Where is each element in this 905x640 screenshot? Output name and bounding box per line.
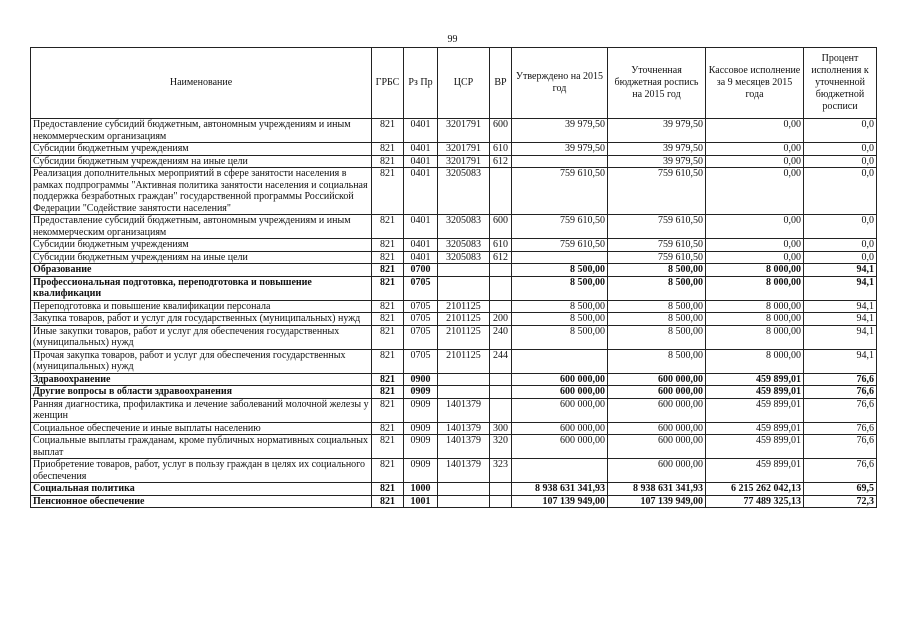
cell-vr: 200 bbox=[490, 313, 512, 326]
cell-cash: 6 215 262 042,13 bbox=[706, 483, 804, 496]
cell-percent: 72,3 bbox=[804, 495, 877, 508]
cell-csr: 1401379 bbox=[438, 435, 490, 459]
table-body bbox=[31, 119, 877, 508]
cell-rzpr: 0401 bbox=[404, 251, 438, 264]
table-row bbox=[31, 373, 877, 386]
cell-rzpr: 0401 bbox=[404, 215, 438, 239]
cell-refined: 600 000,00 bbox=[608, 435, 706, 459]
cell-grbs: 821 bbox=[372, 215, 404, 239]
table-row bbox=[31, 386, 877, 399]
header-name: Наименование bbox=[31, 48, 372, 119]
cell-cash: 8 000,00 bbox=[706, 300, 804, 313]
page-number: 99 bbox=[447, 34, 458, 45]
cell-percent: 0,0 bbox=[804, 119, 877, 143]
cell-grbs: 821 bbox=[372, 119, 404, 143]
cell-rzpr: 0909 bbox=[404, 386, 438, 399]
cell-rzpr: 0401 bbox=[404, 143, 438, 156]
cell-approved: 39 979,50 bbox=[512, 119, 608, 143]
cell-cash: 0,00 bbox=[706, 251, 804, 264]
header-percent: Процент исполнения к уточненной бюджетной росписи bbox=[804, 48, 877, 119]
table-row bbox=[31, 313, 877, 326]
cell-percent: 94,1 bbox=[804, 313, 877, 326]
cell-grbs: 821 bbox=[372, 251, 404, 264]
cell-rzpr: 0401 bbox=[404, 239, 438, 252]
header-rzpr: Рз Пр bbox=[404, 48, 438, 119]
cell-cash: 0,00 bbox=[706, 215, 804, 239]
cell-approved bbox=[512, 459, 608, 483]
cell-cash: 459 899,01 bbox=[706, 373, 804, 386]
cell-rzpr: 1000 bbox=[404, 483, 438, 496]
cell-cash: 0,00 bbox=[706, 143, 804, 156]
cell-csr: 2101125 bbox=[438, 349, 490, 373]
cell-refined: 39 979,50 bbox=[608, 143, 706, 156]
table-row bbox=[31, 168, 877, 215]
cell-vr bbox=[490, 386, 512, 399]
table-row bbox=[31, 422, 877, 435]
cell-refined: 600 000,00 bbox=[608, 422, 706, 435]
table-row bbox=[31, 215, 877, 239]
cell-grbs: 821 bbox=[372, 483, 404, 496]
cell-name: Социальное обеспечение и иные выплаты населению bbox=[31, 422, 372, 435]
cell-cash: 8 000,00 bbox=[706, 276, 804, 300]
cell-refined: 600 000,00 bbox=[608, 398, 706, 422]
cell-csr: 3201791 bbox=[438, 155, 490, 168]
cell-approved: 600 000,00 bbox=[512, 386, 608, 399]
cell-grbs: 821 bbox=[372, 300, 404, 313]
header-grbs: ГРБС bbox=[372, 48, 404, 119]
cell-percent: 0,0 bbox=[804, 251, 877, 264]
cell-vr: 240 bbox=[490, 325, 512, 349]
cell-rzpr: 0705 bbox=[404, 313, 438, 326]
cell-name: Субсидии бюджетным учреждениям на иные цели bbox=[31, 155, 372, 168]
cell-grbs: 821 bbox=[372, 276, 404, 300]
cell-approved: 8 500,00 bbox=[512, 325, 608, 349]
cell-cash: 0,00 bbox=[706, 239, 804, 252]
cell-refined: 8 500,00 bbox=[608, 349, 706, 373]
cell-approved: 759 610,50 bbox=[512, 239, 608, 252]
cell-csr: 3201791 bbox=[438, 143, 490, 156]
cell-cash: 8 000,00 bbox=[706, 264, 804, 277]
cell-cash: 8 000,00 bbox=[706, 349, 804, 373]
header-vr: ВР bbox=[490, 48, 512, 119]
header-approved: Утверждено на 2015 год bbox=[512, 48, 608, 119]
cell-refined: 8 500,00 bbox=[608, 300, 706, 313]
cell-refined: 8 500,00 bbox=[608, 276, 706, 300]
cell-refined: 600 000,00 bbox=[608, 373, 706, 386]
cell-approved: 8 500,00 bbox=[512, 276, 608, 300]
cell-percent: 94,1 bbox=[804, 349, 877, 373]
cell-name: Профессиональная подготовка, переподготовка и повышение квалификации bbox=[31, 276, 372, 300]
header-cash: Кассовое исполнение за 9 месяцев 2015 года bbox=[706, 48, 804, 119]
cell-grbs: 821 bbox=[372, 239, 404, 252]
cell-vr bbox=[490, 398, 512, 422]
cell-approved: 39 979,50 bbox=[512, 143, 608, 156]
cell-refined: 8 500,00 bbox=[608, 313, 706, 326]
cell-cash: 0,00 bbox=[706, 119, 804, 143]
cell-approved: 8 500,00 bbox=[512, 300, 608, 313]
cell-grbs: 821 bbox=[372, 349, 404, 373]
cell-rzpr: 0705 bbox=[404, 300, 438, 313]
cell-refined: 107 139 949,00 bbox=[608, 495, 706, 508]
cell-refined: 600 000,00 bbox=[608, 459, 706, 483]
table-row bbox=[31, 143, 877, 156]
header-refined: Уточненная бюджетная роспись на 2015 год bbox=[608, 48, 706, 119]
cell-approved: 107 139 949,00 bbox=[512, 495, 608, 508]
cell-grbs: 821 bbox=[372, 373, 404, 386]
cell-csr bbox=[438, 386, 490, 399]
cell-cash: 459 899,01 bbox=[706, 459, 804, 483]
cell-vr bbox=[490, 373, 512, 386]
cell-name: Иные закупки товаров, работ и услуг для обеспечения государственных (муниципальных) нужд bbox=[31, 325, 372, 349]
cell-cash: 8 000,00 bbox=[706, 325, 804, 349]
cell-approved bbox=[512, 349, 608, 373]
table-row bbox=[31, 264, 877, 277]
cell-vr bbox=[490, 168, 512, 215]
cell-name: Предоставление субсидий бюджетным, автономным учреждениям и иным некоммерческим организациям bbox=[31, 119, 372, 143]
cell-percent: 0,0 bbox=[804, 143, 877, 156]
cell-grbs: 821 bbox=[372, 325, 404, 349]
cell-cash: 8 000,00 bbox=[706, 313, 804, 326]
cell-refined: 759 610,50 bbox=[608, 168, 706, 215]
cell-vr: 300 bbox=[490, 422, 512, 435]
cell-cash: 459 899,01 bbox=[706, 435, 804, 459]
cell-csr: 1401379 bbox=[438, 459, 490, 483]
cell-rzpr: 0401 bbox=[404, 155, 438, 168]
table-row bbox=[31, 398, 877, 422]
cell-name: Закупка товаров, работ и услуг для государственных (муниципальных) нужд bbox=[31, 313, 372, 326]
cell-grbs: 821 bbox=[372, 168, 404, 215]
cell-csr: 2101125 bbox=[438, 325, 490, 349]
cell-grbs: 821 bbox=[372, 386, 404, 399]
cell-vr: 612 bbox=[490, 251, 512, 264]
cell-name: Образование bbox=[31, 264, 372, 277]
cell-cash: 0,00 bbox=[706, 155, 804, 168]
cell-percent: 0,0 bbox=[804, 215, 877, 239]
cell-rzpr: 0909 bbox=[404, 422, 438, 435]
cell-grbs: 821 bbox=[372, 459, 404, 483]
cell-grbs: 821 bbox=[372, 313, 404, 326]
cell-name: Субсидии бюджетным учреждениям bbox=[31, 143, 372, 156]
table-row bbox=[31, 239, 877, 252]
cell-percent: 69,5 bbox=[804, 483, 877, 496]
cell-percent: 94,1 bbox=[804, 325, 877, 349]
cell-name: Социальные выплаты гражданам, кроме публичных нормативных социальных выплат bbox=[31, 435, 372, 459]
cell-vr: 600 bbox=[490, 119, 512, 143]
cell-vr: 612 bbox=[490, 155, 512, 168]
cell-cash: 459 899,01 bbox=[706, 398, 804, 422]
cell-grbs: 821 bbox=[372, 422, 404, 435]
table-row bbox=[31, 325, 877, 349]
cell-rzpr: 0705 bbox=[404, 325, 438, 349]
cell-csr bbox=[438, 483, 490, 496]
cell-vr: 320 bbox=[490, 435, 512, 459]
cell-cash: 459 899,01 bbox=[706, 386, 804, 399]
cell-cash: 0,00 bbox=[706, 168, 804, 215]
cell-approved: 759 610,50 bbox=[512, 215, 608, 239]
table-row bbox=[31, 435, 877, 459]
cell-approved: 8 500,00 bbox=[512, 313, 608, 326]
cell-csr bbox=[438, 495, 490, 508]
table-row bbox=[31, 459, 877, 483]
table-row bbox=[31, 495, 877, 508]
cell-refined: 39 979,50 bbox=[608, 155, 706, 168]
table-row bbox=[31, 119, 877, 143]
cell-name: Ранняя диагностика, профилактика и лечение заболеваний молочной железы у женщин bbox=[31, 398, 372, 422]
cell-grbs: 821 bbox=[372, 264, 404, 277]
cell-percent: 76,6 bbox=[804, 386, 877, 399]
cell-vr: 600 bbox=[490, 215, 512, 239]
cell-name: Пенсионное обеспечение bbox=[31, 495, 372, 508]
cell-approved: 600 000,00 bbox=[512, 398, 608, 422]
cell-csr: 3205083 bbox=[438, 215, 490, 239]
cell-csr: 3205083 bbox=[438, 251, 490, 264]
table-row bbox=[31, 276, 877, 300]
cell-refined: 759 610,50 bbox=[608, 239, 706, 252]
header-csr: ЦСР bbox=[438, 48, 490, 119]
cell-grbs: 821 bbox=[372, 495, 404, 508]
cell-rzpr: 0909 bbox=[404, 435, 438, 459]
cell-approved: 759 610,50 bbox=[512, 168, 608, 215]
cell-rzpr: 0909 bbox=[404, 398, 438, 422]
cell-name: Социальная политика bbox=[31, 483, 372, 496]
cell-csr: 3201791 bbox=[438, 119, 490, 143]
cell-percent: 0,0 bbox=[804, 168, 877, 215]
budget-execution-table bbox=[30, 47, 877, 508]
cell-approved bbox=[512, 155, 608, 168]
cell-csr bbox=[438, 276, 490, 300]
cell-percent: 0,0 bbox=[804, 155, 877, 168]
cell-approved: 600 000,00 bbox=[512, 373, 608, 386]
cell-name: Реализация дополнительных мероприятий в сфере занятости населения в рамках подпрограммы "Активная политика занятости населения и социальная поддержка безработных граждан" государственной программы Российской Федерации "Содействие занятости населения" bbox=[31, 168, 372, 215]
cell-refined: 8 938 631 341,93 bbox=[608, 483, 706, 496]
cell-rzpr: 0401 bbox=[404, 168, 438, 215]
cell-name: Приобретение товаров, работ, услуг в пользу граждан в целях их социального обеспечения bbox=[31, 459, 372, 483]
cell-rzpr: 0705 bbox=[404, 276, 438, 300]
cell-refined: 759 610,50 bbox=[608, 215, 706, 239]
cell-percent: 76,6 bbox=[804, 373, 877, 386]
cell-percent: 76,6 bbox=[804, 398, 877, 422]
cell-refined: 8 500,00 bbox=[608, 264, 706, 277]
table-header-row bbox=[31, 48, 877, 119]
cell-rzpr: 0900 bbox=[404, 373, 438, 386]
cell-csr: 3205083 bbox=[438, 239, 490, 252]
cell-grbs: 821 bbox=[372, 143, 404, 156]
cell-percent: 94,1 bbox=[804, 264, 877, 277]
cell-approved bbox=[512, 251, 608, 264]
cell-vr: 610 bbox=[490, 143, 512, 156]
cell-percent: 76,6 bbox=[804, 422, 877, 435]
cell-grbs: 821 bbox=[372, 435, 404, 459]
cell-name: Предоставление субсидий бюджетным, автономным учреждениям и иным некоммерческим организациям bbox=[31, 215, 372, 239]
cell-csr: 3205083 bbox=[438, 168, 490, 215]
cell-name: Здравоохранение bbox=[31, 373, 372, 386]
cell-percent: 76,6 bbox=[804, 459, 877, 483]
cell-vr bbox=[490, 276, 512, 300]
cell-csr: 1401379 bbox=[438, 398, 490, 422]
cell-csr bbox=[438, 373, 490, 386]
cell-refined: 759 610,50 bbox=[608, 251, 706, 264]
cell-percent: 0,0 bbox=[804, 239, 877, 252]
cell-approved: 8 938 631 341,93 bbox=[512, 483, 608, 496]
cell-name: Другие вопросы в области здравоохранения bbox=[31, 386, 372, 399]
cell-cash: 77 489 325,13 bbox=[706, 495, 804, 508]
cell-refined: 600 000,00 bbox=[608, 386, 706, 399]
cell-name: Субсидии бюджетным учреждениям на иные цели bbox=[31, 251, 372, 264]
cell-refined: 39 979,50 bbox=[608, 119, 706, 143]
cell-name: Субсидии бюджетным учреждениям bbox=[31, 239, 372, 252]
cell-rzpr: 0401 bbox=[404, 119, 438, 143]
table-row bbox=[31, 300, 877, 313]
cell-vr bbox=[490, 264, 512, 277]
cell-vr bbox=[490, 300, 512, 313]
cell-name: Прочая закупка товаров, работ и услуг для обеспечения государственных (муниципальных) нужд bbox=[31, 349, 372, 373]
cell-vr bbox=[490, 483, 512, 496]
cell-approved: 8 500,00 bbox=[512, 264, 608, 277]
cell-rzpr: 0909 bbox=[404, 459, 438, 483]
cell-vr bbox=[490, 495, 512, 508]
cell-csr: 2101125 bbox=[438, 313, 490, 326]
cell-percent: 94,1 bbox=[804, 300, 877, 313]
cell-vr: 244 bbox=[490, 349, 512, 373]
cell-grbs: 821 bbox=[372, 155, 404, 168]
cell-grbs: 821 bbox=[372, 398, 404, 422]
table-row bbox=[31, 349, 877, 373]
cell-vr: 610 bbox=[490, 239, 512, 252]
cell-csr: 2101125 bbox=[438, 300, 490, 313]
table-row bbox=[31, 483, 877, 496]
cell-percent: 76,6 bbox=[804, 435, 877, 459]
cell-cash: 459 899,01 bbox=[706, 422, 804, 435]
cell-csr: 1401379 bbox=[438, 422, 490, 435]
cell-vr: 323 bbox=[490, 459, 512, 483]
cell-rzpr: 0700 bbox=[404, 264, 438, 277]
table-row bbox=[31, 155, 877, 168]
cell-refined: 8 500,00 bbox=[608, 325, 706, 349]
cell-approved: 600 000,00 bbox=[512, 422, 608, 435]
table-row bbox=[31, 251, 877, 264]
cell-approved: 600 000,00 bbox=[512, 435, 608, 459]
cell-csr bbox=[438, 264, 490, 277]
cell-name: Переподготовка и повышение квалификации персонала bbox=[31, 300, 372, 313]
cell-percent: 94,1 bbox=[804, 276, 877, 300]
cell-rzpr: 0705 bbox=[404, 349, 438, 373]
cell-rzpr: 1001 bbox=[404, 495, 438, 508]
